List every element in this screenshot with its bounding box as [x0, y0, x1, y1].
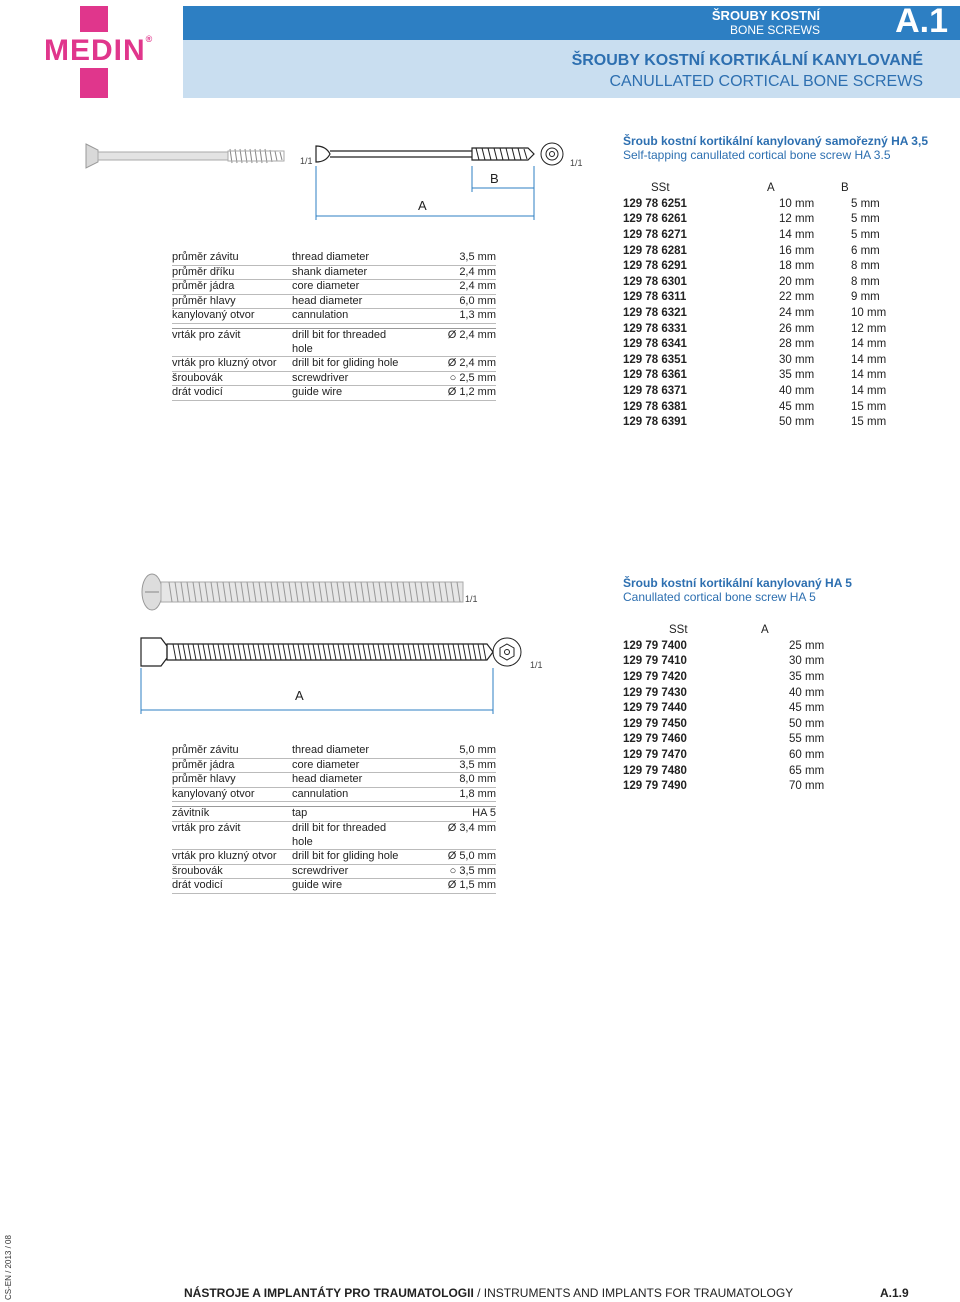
column-header-b: B [841, 182, 849, 194]
catalog-number: 129 78 6271 [623, 228, 687, 241]
catalog-number: 129 78 6291 [623, 260, 687, 273]
tool-value: ○ 3,5 mm [449, 864, 496, 877]
spec-value: 8,0 mm [459, 773, 496, 786]
document-code: CS-EN / 2013 / 08 [4, 1235, 13, 1300]
logo-registered-mark: ® [145, 34, 154, 44]
thread-line [218, 644, 221, 660]
thread-line [363, 644, 366, 660]
table-row [623, 243, 891, 259]
catalog-number: 129 79 7460 [623, 733, 687, 746]
catalog-number: 129 78 6261 [623, 213, 687, 226]
table-body [623, 638, 824, 794]
catalog-number: 129 79 7450 [623, 717, 687, 730]
length-a: 60 mm [789, 748, 825, 761]
thread-line [428, 644, 431, 660]
length-b: 8 mm [851, 260, 880, 273]
spec-row [172, 773, 496, 788]
length-a: 45 mm [779, 400, 815, 413]
header-category-cz: ŠROUBY KOSTNÍ [711, 8, 820, 23]
length-a: 45 mm [789, 702, 825, 715]
thread-line [248, 644, 251, 660]
thread-line [433, 644, 436, 660]
thread-line [408, 644, 411, 660]
table-row [623, 654, 824, 670]
screw-ha5-photo [142, 574, 463, 610]
spec-label-en: thread diameter [292, 744, 370, 756]
catalog-number: 129 78 6331 [623, 322, 687, 335]
spec-value: 5,0 mm [459, 744, 496, 756]
table-body [623, 196, 891, 430]
thread-line [323, 644, 326, 660]
thread-line [368, 644, 371, 660]
thread-line [173, 644, 176, 660]
header-category-en: BONE SCREWS [729, 23, 820, 37]
length-b: 12 mm [851, 322, 887, 335]
thread-line [443, 644, 446, 660]
section-ha35-title-cz: Šroub kostní kortikální kanylovaný samořezný HA 3,5 [623, 134, 928, 148]
length-a: 26 mm [779, 322, 815, 335]
catalog-number: 129 79 7420 [623, 670, 687, 683]
product-table-ha5 [623, 622, 824, 794]
length-b: 14 mm [851, 384, 887, 397]
tool-label-en: drill bit for gliding hole [292, 850, 399, 863]
thread-line [293, 644, 296, 660]
footer-separator: / [473, 1286, 484, 1300]
thread-line [343, 644, 346, 660]
logo-bar-bottom [80, 68, 108, 98]
section-ha5-heading [623, 576, 852, 604]
length-a: 10 mm [779, 197, 815, 210]
tool-row [172, 822, 496, 850]
tool-row [172, 879, 496, 894]
tool-label-cz: šroubovák [172, 864, 223, 877]
section-ha5-title-cz: Šroub kostní kortikální kanylovaný HA 5 [623, 576, 852, 590]
spec-row [172, 280, 496, 295]
spec-label-en: head diameter [292, 773, 363, 786]
spec-value: 1,8 mm [459, 787, 496, 800]
thread-line [338, 644, 341, 660]
tool-label-cz: šroubovák [172, 371, 223, 384]
dimension-a-label-2: A [295, 688, 304, 703]
spec-row [172, 744, 496, 759]
screw-ha35-photo [86, 144, 284, 168]
thread-line [398, 644, 401, 660]
thread-line [193, 644, 196, 660]
spec-row [172, 759, 496, 774]
table-row [623, 399, 891, 415]
spec-label-en: head diameter [292, 294, 363, 307]
tool-row [172, 807, 496, 822]
spec-label-en: cannulation [292, 787, 349, 800]
thread-line [458, 644, 461, 660]
spec-label-en: cannulation [292, 309, 349, 322]
thread-line [203, 644, 206, 660]
tool-label-en: drill bit for threaded hole [292, 821, 387, 848]
table-row [623, 685, 824, 701]
spec-label-cz: průměr jádra [172, 758, 235, 771]
tool-row [172, 329, 496, 357]
spec-value: 3,5 mm [459, 251, 496, 263]
page-title-cz: ŠROUBY KOSTNÍ KORTIKÁLNÍ KANYLOVANÉ [571, 52, 923, 69]
specs-ha5 [172, 744, 496, 894]
length-b: 5 mm [851, 228, 880, 241]
tool-label-cz: vrták pro závit [172, 821, 241, 834]
thread-line [483, 644, 486, 660]
spec-label-en: core diameter [292, 758, 360, 771]
thread-line [313, 644, 316, 660]
tool-label-en: screwdriver [292, 371, 349, 384]
section-ha5-title-en: Canullated cortical bone screw HA 5 [623, 590, 816, 604]
tool-row [172, 865, 496, 880]
catalog-number: 129 79 7470 [623, 748, 687, 761]
thread-line [393, 644, 396, 660]
length-a: 12 mm [779, 213, 815, 226]
thread-line [378, 644, 381, 660]
tool-label-en: guide wire [292, 879, 343, 892]
table-row [623, 305, 891, 321]
thread-line [473, 644, 476, 660]
column-header-a: A [761, 624, 769, 636]
catalog-number: 129 78 6281 [623, 244, 687, 257]
table-row [623, 258, 891, 274]
scale-label-2: 1/1 [570, 158, 583, 168]
tool-value: Ø 2,4 mm [447, 357, 496, 370]
thread-line [358, 644, 361, 660]
catalog-number: 129 79 7480 [623, 764, 687, 777]
spec-value: 1,3 mm [459, 309, 496, 322]
table-row [623, 414, 891, 430]
logo-bar-top [80, 6, 108, 32]
catalog-number: 129 78 6351 [623, 353, 687, 366]
thread-line [423, 644, 426, 660]
thread-line [438, 644, 441, 660]
page-number: A.1.9 [880, 1286, 909, 1300]
spec-label-cz: průměr hlavy [172, 294, 236, 307]
length-a: 18 mm [779, 260, 815, 273]
table-row [623, 732, 824, 748]
spec-label-cz: průměr jádra [172, 280, 235, 293]
thread-line [228, 644, 231, 660]
screw-ha35-head-view [541, 143, 563, 165]
thread-line [448, 644, 451, 660]
catalog-number: 129 78 6381 [623, 400, 687, 413]
tool-value: HA 5 [472, 807, 496, 820]
section-ha35-heading [623, 134, 928, 162]
screw-ha5-head-view [493, 638, 521, 666]
table-row [623, 321, 891, 337]
table-row [623, 336, 891, 352]
length-a: 24 mm [779, 306, 815, 319]
spec-row [172, 251, 496, 266]
length-a: 22 mm [779, 291, 815, 304]
tool-row [172, 386, 496, 401]
length-b: 5 mm [851, 197, 880, 210]
scale-label-1: 1/1 [300, 156, 313, 166]
thread-line [303, 644, 306, 660]
table-row [623, 227, 891, 243]
thread-line [353, 644, 356, 660]
thread-line [298, 644, 301, 660]
length-a: 35 mm [789, 670, 825, 683]
length-a: 40 mm [779, 384, 815, 397]
length-b: 15 mm [851, 400, 887, 413]
thread-line [183, 644, 186, 660]
tool-label-cz: závitník [172, 807, 210, 820]
catalog-number: 129 78 6371 [623, 384, 687, 397]
table-row [623, 716, 824, 732]
length-a: 40 mm [789, 686, 825, 699]
thread-line [188, 644, 191, 660]
length-a: 28 mm [779, 338, 815, 351]
thread-line [318, 644, 321, 660]
thread-line [258, 644, 261, 660]
length-b: 8 mm [851, 275, 880, 288]
catalog-number: 129 79 7490 [623, 780, 687, 793]
thread-line [478, 644, 481, 660]
scale-label-3: 1/1 [465, 594, 478, 604]
dimension-a-ha5 [141, 668, 493, 714]
screw-ha35-line-drawing [316, 146, 534, 162]
spec-value: 3,5 mm [459, 758, 496, 771]
length-b: 14 mm [851, 338, 887, 351]
thread-line [453, 644, 456, 660]
catalog-number: 129 79 7410 [623, 655, 687, 668]
spec-value: 6,0 mm [459, 294, 496, 307]
table-row [623, 274, 891, 290]
tool-value: Ø 3,4 mm [447, 821, 496, 834]
length-a: 14 mm [779, 228, 815, 241]
thread-line [373, 644, 376, 660]
thread-line [278, 644, 281, 660]
table-row [623, 638, 824, 654]
catalog-number: 129 78 6361 [623, 369, 687, 382]
footer-title-cz: NÁSTROJE A IMPLANTÁTY PRO TRAUMATOLOGII [184, 1286, 474, 1300]
footer-title-en: INSTRUMENTS AND IMPLANTS FOR TRAUMATOLOGY [483, 1286, 794, 1300]
table-row [623, 212, 891, 228]
tool-value: Ø 1,5 mm [447, 879, 496, 892]
length-b: 5 mm [851, 213, 880, 226]
catalog-number: 129 79 7400 [623, 639, 687, 652]
spec-row [172, 788, 496, 803]
thread-line [388, 644, 391, 660]
length-a: 30 mm [779, 353, 815, 366]
thread-line [413, 644, 416, 660]
length-a: 25 mm [789, 639, 825, 652]
length-a: 30 mm [789, 655, 825, 668]
tool-label-en: drill bit for gliding hole [292, 357, 399, 370]
length-b: 14 mm [851, 353, 887, 366]
length-a: 55 mm [789, 733, 825, 746]
length-b: 9 mm [851, 291, 880, 304]
table-row [623, 763, 824, 779]
table-row [623, 383, 891, 399]
thread-line [223, 644, 226, 660]
scale-label-4: 1/1 [530, 660, 543, 670]
catalog-number: 129 78 6391 [623, 416, 687, 429]
tool-label-en: screwdriver [292, 864, 349, 877]
spec-label-cz: kanylovaný otvor [172, 787, 255, 800]
tool-label-en: tap [292, 807, 308, 820]
column-header-sst: SSt [651, 182, 670, 194]
thread-line [273, 644, 276, 660]
catalog-number: 129 78 6301 [623, 275, 687, 288]
product-table-ha35 [623, 180, 891, 430]
catalog-number: 129 78 6311 [623, 291, 687, 304]
length-a: 16 mm [779, 244, 815, 257]
catalog-number: 129 78 6341 [623, 338, 687, 351]
spec-label-cz: průměr hlavy [172, 773, 236, 786]
tool-label-cz: vrták pro kluzný otvor [172, 357, 277, 370]
spec-label-en: shank diameter [292, 265, 368, 278]
tool-value: ○ 2,5 mm [449, 371, 496, 384]
spec-label-cz: průměr závitu [172, 744, 239, 756]
thread-line [238, 644, 241, 660]
table-row [623, 290, 891, 306]
thread-line [263, 644, 266, 660]
tool-label-cz: drát vodicí [172, 386, 223, 399]
table-row [623, 196, 891, 212]
thread-line [468, 644, 471, 660]
table-row [623, 700, 824, 716]
thread-line [233, 644, 236, 660]
tool-label-cz: drát vodicí [172, 879, 223, 892]
tool-label-en: guide wire [292, 386, 343, 399]
catalog-number: 129 78 6321 [623, 306, 687, 319]
tool-row [172, 850, 496, 865]
spec-label-cz: průměr závitu [172, 251, 239, 263]
dimension-b-label: B [490, 171, 499, 186]
table-row [623, 368, 891, 384]
thread-line [328, 644, 331, 660]
column-header-sst: SSt [669, 624, 688, 636]
thread-line [178, 644, 181, 660]
catalog-number: 129 79 7440 [623, 702, 687, 715]
length-b: 6 mm [851, 244, 880, 257]
section-code: A.1 [895, 2, 948, 40]
tool-row [172, 372, 496, 387]
table-row [623, 352, 891, 368]
catalog-number: 129 78 6251 [623, 197, 687, 210]
length-b: 10 mm [851, 306, 887, 319]
footer-title [184, 1286, 793, 1300]
thread-line [288, 644, 291, 660]
spec-label-en: thread diameter [292, 251, 370, 263]
tool-row [172, 357, 496, 372]
spec-value: 2,4 mm [459, 280, 496, 293]
specs-ha35 [172, 251, 496, 401]
length-a: 65 mm [789, 764, 825, 777]
page-title-en: CANULLATED CORTICAL BONE SCREWS [609, 73, 923, 90]
tool-value: Ø 2,4 mm [447, 328, 496, 341]
spec-label-cz: kanylovaný otvor [172, 309, 255, 322]
table-header-row [623, 622, 824, 638]
thread-line [208, 644, 211, 660]
thread-line [268, 644, 271, 660]
spec-row [172, 295, 496, 310]
catalog-number: 129 79 7430 [623, 686, 687, 699]
dimension-a-label: A [418, 198, 427, 213]
screw-ha35-drawings [80, 136, 600, 226]
tool-label-en: drill bit for threaded hole [292, 328, 387, 355]
thread-line [283, 644, 286, 660]
tool-label-cz: vrták pro kluzný otvor [172, 850, 277, 863]
length-b: 15 mm [851, 416, 887, 429]
tool-value: Ø 1,2 mm [447, 386, 496, 399]
logo [44, 34, 153, 68]
table-row [623, 747, 824, 763]
length-a: 50 mm [779, 416, 815, 429]
spec-row [172, 266, 496, 281]
thread-line [418, 644, 421, 660]
thread-line [198, 644, 201, 660]
spec-row [172, 309, 496, 324]
spec-label-en: core diameter [292, 280, 360, 293]
section-ha35-title-en: Self-tapping canullated cortical bone screw HA 3.5 [623, 148, 891, 162]
thread-line [383, 644, 386, 660]
table-header-row [623, 180, 891, 196]
screw-ha5-drawings [135, 568, 555, 718]
length-a: 35 mm [779, 369, 815, 382]
spec-value: 2,4 mm [459, 265, 496, 278]
thread-line [253, 644, 256, 660]
length-a: 20 mm [779, 275, 815, 288]
screw-ha5-line-drawing [141, 638, 493, 666]
thread-line [308, 644, 311, 660]
length-b: 14 mm [851, 369, 887, 382]
length-a: 70 mm [789, 780, 825, 793]
column-header-a: A [767, 182, 775, 194]
table-row [623, 778, 824, 794]
table-row [623, 669, 824, 685]
length-a: 50 mm [789, 717, 825, 730]
thread-line [243, 644, 246, 660]
thread-line [348, 644, 351, 660]
thread-line [333, 644, 336, 660]
thread-line [463, 644, 466, 660]
thread-line [213, 644, 216, 660]
spec-label-cz: průměr dříku [172, 265, 235, 278]
tool-value: Ø 5,0 mm [447, 850, 496, 863]
thread-line [403, 644, 406, 660]
logo-text: MEDIN [44, 34, 146, 67]
tool-label-cz: vrták pro závit [172, 328, 241, 341]
